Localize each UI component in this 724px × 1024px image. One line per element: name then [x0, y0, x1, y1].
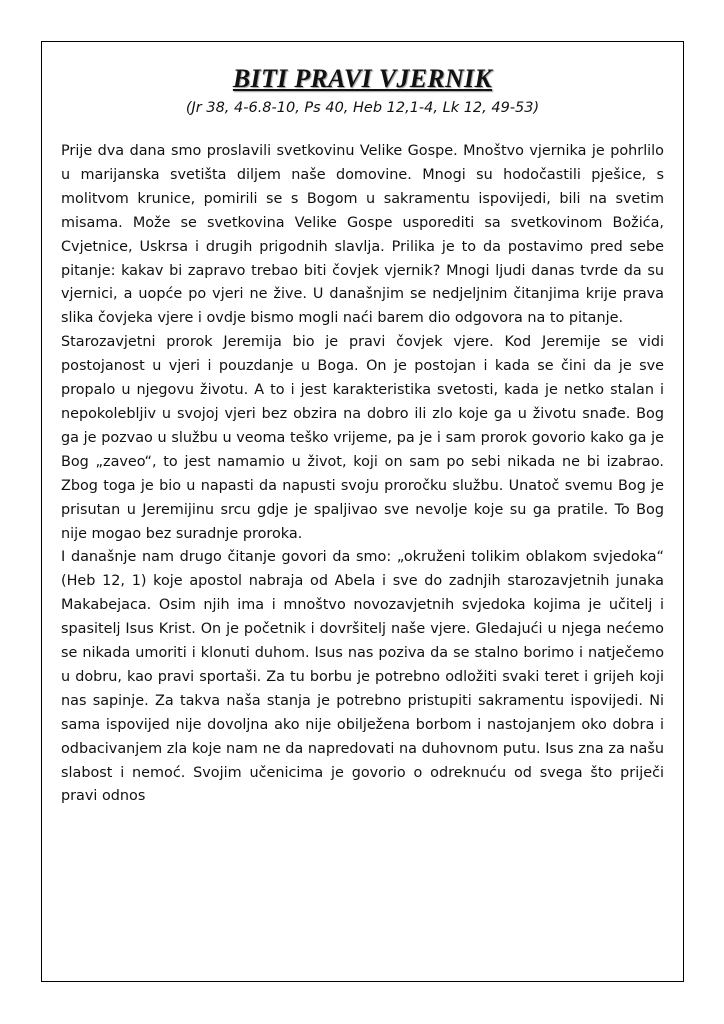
paragraph-jeremiah: Starozavjetni prorok Jeremija bio je pravi čovjek vjere. Kod Jeremije se vidi postojanost u vjeri i pouzdanje u Boga. On je postojan i kada se čini da je sve propalo u njegovu životu. A to i jest karakteristika svetosti, kada je netko stalan i nepokolebljiv u svojoj vjeri bez obzira na dobro ili zlo koje ga u životu snađe. Bog ga je pozvao u službu u veoma teško vrijeme, pa je i sam prorok govorio kako ga je Bog „zaveo“, to jest namamio u život, koji on sam po sebi nikada ne bi izabrao. Zbog toga je bio u napasti da napusti svoju proročku službu. Unatoč svemu Bog je prisutan u Jeremijinu srcu gdje je spaljivao sve nevolje koje su ga pratile. To Bog nije mogao bez suradnje proroka. — [61, 334, 664, 542]
document-body — [61, 140, 664, 809]
paragraph-intro: Prije dva dana smo proslavili svetkovinu Velike Gospe. Mnoštvo vjernika je pohrlilo u marijanska svetišta diljem naše domovine. Mnogi su hodočastili pješice, s molitvom krunice, pomirili se s Bogom u sakramentu ispovijedi, bili na svetim misama. Može se svetkovina Velike Gospe usporediti sa svetkovinom Božića, Cvjetnice, Uskrsa i drugih prigodnih slavlja. Prilika je to da postavimo pred sebe pitanje: kakav bi zapravo trebao biti čovjek vjernik? Mnogi ljudi danas tvrde da su vjernici, a uopće po vjeri ne žive. U današnjim se nedjeljnim čitanjima krije prava slika čovjeka vjere i ovdje bismo mogli naći barem dio odgovora na to pitanje. — [61, 143, 664, 327]
paragraph-hebrews: I današnje nam drugo čitanje govori da smo: „okruženi tolikim oblakom svjedoka“ (Heb 12, 1) koje apostol nabraja od Abela i sve do zadnjih starozavjetnih junaka Makabejaca. Osim njih ima i mnoštvo novozavjetnih svjedoka kojima je učitelj i spasitelj Isus Krist. On je početnik i dovršitelj naše vjere. Gledajući u njega nećemo se nikada umoriti i klonuti duhom. Isus nas poziva da se stalno borimo i natječemo u dobru, kao pravi sportaši. Za tu borbu je potrebno odložiti svaki teret i grijeh koji nas sapinje. Za takva naša stanja je potrebno pristupiti sakramentu ispovijedi. Ni sama ispovijed nije dovoljna ako nije obilježena borbom i nastojanjem oko dobra i odbacivanjem zla koje nam ne da napredovati na duhovnom putu. Isus zna za našu slabost i nemoć. Svojim učenicima je govorio o odreknuću od svega što priječi pravi odnos — [61, 549, 664, 805]
scripture-references: (Jr 38, 4-6.8-10, Ps 40, Heb 12,1-4, Lk 12, 49-53) — [185, 100, 540, 116]
page-frame — [41, 41, 684, 982]
document-title: BITI PRAVI VJERNIK — [232, 64, 493, 93]
